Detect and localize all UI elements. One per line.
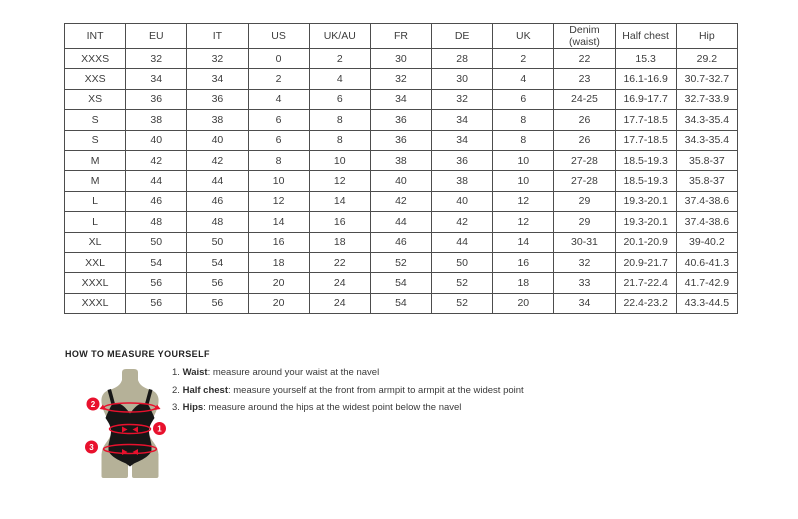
table-cell: 54 xyxy=(187,252,248,272)
table-cell: 16 xyxy=(309,212,370,232)
table-cell: 46 xyxy=(370,232,431,252)
table-cell: 40 xyxy=(126,130,187,150)
table-cell: 12 xyxy=(493,212,554,232)
table-cell: 34 xyxy=(432,130,493,150)
table-cell: 26 xyxy=(554,110,615,130)
table-cell: 40 xyxy=(370,171,431,191)
table-cell: 48 xyxy=(187,212,248,232)
table-cell: 8 xyxy=(493,130,554,150)
table-cell: 52 xyxy=(370,252,431,272)
table-cell: 29.2 xyxy=(676,49,737,69)
table-cell: 32 xyxy=(187,49,248,69)
table-cell: 36 xyxy=(126,89,187,109)
table-cell: 32 xyxy=(554,252,615,272)
table-cell: 19.3-20.1 xyxy=(615,191,676,211)
marker-1-waist xyxy=(153,422,166,435)
table-cell: 4 xyxy=(309,69,370,89)
table-cell: 17.7-18.5 xyxy=(615,130,676,150)
table-row xyxy=(65,69,738,89)
table-cell: 32 xyxy=(126,49,187,69)
table-cell: 34 xyxy=(554,293,615,313)
column-header: FR xyxy=(370,24,431,49)
table-cell: 38 xyxy=(370,150,431,170)
column-header: UK xyxy=(493,24,554,49)
table-cell: 8 xyxy=(309,110,370,130)
step-number: 3. xyxy=(172,402,180,413)
step-label: Half chest xyxy=(182,384,228,396)
table-cell: 27-28 xyxy=(554,171,615,191)
table-cell: 29 xyxy=(554,212,615,232)
table-cell: 18.5-19.3 xyxy=(615,150,676,170)
table-cell: 22 xyxy=(309,252,370,272)
table-cell: 20.9-21.7 xyxy=(615,252,676,272)
table-body xyxy=(65,49,738,314)
table-cell: 28 xyxy=(432,49,493,69)
table-cell: 52 xyxy=(432,293,493,313)
table-cell: 18.5-19.3 xyxy=(615,171,676,191)
table-cell: 37.4-38.6 xyxy=(676,191,737,211)
table-cell: 43.3-44.5 xyxy=(676,293,737,313)
table-cell: 34 xyxy=(370,89,431,109)
table-cell: 42 xyxy=(126,150,187,170)
table-cell: 14 xyxy=(248,212,309,232)
step-label: Waist xyxy=(182,367,208,378)
measure-step-hips xyxy=(172,399,524,417)
table-cell: XXS xyxy=(65,69,126,89)
table-cell: 40 xyxy=(432,191,493,211)
step-label: Hips xyxy=(182,402,204,413)
table-cell: 30-31 xyxy=(554,232,615,252)
table-cell: 56 xyxy=(187,273,248,293)
table-row xyxy=(65,293,738,313)
table-cell: XS xyxy=(65,89,126,109)
table-cell: 6 xyxy=(493,89,554,109)
table-cell: 44 xyxy=(432,232,493,252)
size-chart-table xyxy=(64,23,738,314)
table-cell: 33 xyxy=(554,273,615,293)
column-header: Hip xyxy=(676,24,737,49)
column-header: IT xyxy=(187,24,248,49)
table-cell: 56 xyxy=(187,293,248,313)
table-cell: 24 xyxy=(309,273,370,293)
table-cell: 6 xyxy=(248,110,309,130)
column-header: INT xyxy=(65,24,126,49)
step-text: : measure yourself at the front from armpit to armpit at the widest point xyxy=(227,384,524,396)
table-cell: 50 xyxy=(187,232,248,252)
column-header: EU xyxy=(126,24,187,49)
table-cell: 40 xyxy=(187,130,248,150)
svg-text:1: 1 xyxy=(157,424,162,434)
table-cell: 19.3-20.1 xyxy=(615,212,676,232)
table-cell: 10 xyxy=(248,171,309,191)
table-cell: 40.6-41.3 xyxy=(676,252,737,272)
step-text: : measure around the hips at the widest point below the navel xyxy=(203,402,462,413)
column-header: Denim (waist) xyxy=(554,24,615,49)
table-cell: 24 xyxy=(309,293,370,313)
table-cell: 52 xyxy=(432,273,493,293)
table-cell: 21.7-22.4 xyxy=(615,273,676,293)
table-row xyxy=(65,191,738,211)
table-cell: L xyxy=(65,191,126,211)
table-cell: 46 xyxy=(126,191,187,211)
table-cell: 2 xyxy=(493,49,554,69)
table-cell: 0 xyxy=(248,49,309,69)
table-header-row xyxy=(65,24,738,49)
table-cell: 20.1-20.9 xyxy=(615,232,676,252)
table-cell: 30 xyxy=(432,69,493,89)
column-header: UK/AU xyxy=(309,24,370,49)
table-row xyxy=(65,150,738,170)
table-row xyxy=(65,171,738,191)
table-cell: 6 xyxy=(248,130,309,150)
table-cell: 18 xyxy=(493,273,554,293)
column-header: Half chest xyxy=(615,24,676,49)
table-cell: S xyxy=(65,110,126,130)
table-cell: 30 xyxy=(370,49,431,69)
table-cell: 48 xyxy=(126,212,187,232)
table-cell: 32 xyxy=(370,69,431,89)
measurement-figure xyxy=(78,368,178,483)
table-cell: 38 xyxy=(432,171,493,191)
table-cell: M xyxy=(65,171,126,191)
table-cell: 10 xyxy=(309,150,370,170)
table-cell: 44 xyxy=(187,171,248,191)
table-cell: 27-28 xyxy=(554,150,615,170)
table-cell: 10 xyxy=(493,171,554,191)
svg-text:3: 3 xyxy=(89,443,94,452)
table-cell: M xyxy=(65,150,126,170)
table-cell: 39-40.2 xyxy=(676,232,737,252)
table-cell: 44 xyxy=(370,212,431,232)
table-cell: 16.1-16.9 xyxy=(615,69,676,89)
table-cell: 44 xyxy=(126,171,187,191)
table-cell: 2 xyxy=(248,69,309,89)
table-cell: 18 xyxy=(248,252,309,272)
table-cell: 34.3-35.4 xyxy=(676,130,737,150)
table-cell: 15.3 xyxy=(615,49,676,69)
table-cell: 30.7-32.7 xyxy=(676,69,737,89)
table-cell: L xyxy=(65,212,126,232)
table-cell: 8 xyxy=(248,150,309,170)
table-cell: 46 xyxy=(187,191,248,211)
table-cell: 8 xyxy=(309,130,370,150)
table-cell: 34 xyxy=(187,69,248,89)
marker-2-chest xyxy=(87,398,100,411)
table-cell: 12 xyxy=(493,191,554,211)
table-cell: 29 xyxy=(554,191,615,211)
table-cell: XXXS xyxy=(65,49,126,69)
marker-3-hips xyxy=(85,441,98,454)
table-cell: 32.7-33.9 xyxy=(676,89,737,109)
table-cell: XXL xyxy=(65,252,126,272)
table-cell: 22.4-23.2 xyxy=(615,293,676,313)
table-cell: 54 xyxy=(370,273,431,293)
table-cell: 14 xyxy=(493,232,554,252)
table-cell: XL xyxy=(65,232,126,252)
table-cell: 12 xyxy=(248,191,309,211)
svg-text:2: 2 xyxy=(90,400,96,409)
table-cell: 32 xyxy=(432,89,493,109)
table-cell: 37.4-38.6 xyxy=(676,212,737,232)
table-cell: 4 xyxy=(493,69,554,89)
table-cell: 20 xyxy=(248,293,309,313)
table-cell: 12 xyxy=(309,171,370,191)
table-cell: 42 xyxy=(187,150,248,170)
table-cell: 17.7-18.5 xyxy=(615,110,676,130)
table-cell: 36 xyxy=(370,130,431,150)
table-cell: XXXL xyxy=(65,293,126,313)
table-cell: XXXL xyxy=(65,273,126,293)
table-cell: 10 xyxy=(493,150,554,170)
table-cell: 20 xyxy=(493,293,554,313)
table-row xyxy=(65,49,738,69)
table-cell: 36 xyxy=(370,110,431,130)
table-cell: 50 xyxy=(126,232,187,252)
table-row xyxy=(65,89,738,109)
table-cell: S xyxy=(65,130,126,150)
table-cell: 24-25 xyxy=(554,89,615,109)
table-row xyxy=(65,252,738,272)
table-cell: 36 xyxy=(187,89,248,109)
table-row xyxy=(65,130,738,150)
table-cell: 20 xyxy=(248,273,309,293)
table-cell: 38 xyxy=(187,110,248,130)
table-cell: 56 xyxy=(126,293,187,313)
step-number: 1. xyxy=(172,367,180,378)
table-cell: 42 xyxy=(370,191,431,211)
table-cell: 22 xyxy=(554,49,615,69)
table-cell: 41.7-42.9 xyxy=(676,273,737,293)
table-cell: 34.3-35.4 xyxy=(676,110,737,130)
table-cell: 36 xyxy=(432,150,493,170)
table-cell: 34 xyxy=(432,110,493,130)
table-row xyxy=(65,212,738,232)
table-row xyxy=(65,110,738,130)
step-text: : measure around your waist at the navel xyxy=(207,367,380,378)
table-cell: 26 xyxy=(554,130,615,150)
table-cell: 8 xyxy=(493,110,554,130)
table-cell: 14 xyxy=(309,191,370,211)
step-number: 2. xyxy=(172,384,180,396)
column-header: US xyxy=(248,24,309,49)
table-cell: 2 xyxy=(309,49,370,69)
table-cell: 35.8-37 xyxy=(676,150,737,170)
table-cell: 4 xyxy=(248,89,309,109)
table-row xyxy=(65,273,738,293)
table-cell: 6 xyxy=(309,89,370,109)
mannequin-illustration xyxy=(85,369,166,478)
table-cell: 16 xyxy=(493,252,554,272)
table-row xyxy=(65,232,738,252)
table-cell: 35.8-37 xyxy=(676,171,737,191)
table-cell: 34 xyxy=(126,69,187,89)
table-cell: 50 xyxy=(432,252,493,272)
table-cell: 38 xyxy=(126,110,187,130)
table-header xyxy=(65,24,738,49)
table-cell: 16 xyxy=(248,232,309,252)
table-cell: 42 xyxy=(432,212,493,232)
measure-step-half-chest xyxy=(172,382,524,400)
table-cell: 54 xyxy=(126,252,187,272)
table-cell: 23 xyxy=(554,69,615,89)
table-cell: 16.9-17.7 xyxy=(615,89,676,109)
column-header: DE xyxy=(432,24,493,49)
table-cell: 54 xyxy=(370,293,431,313)
measure-section-heading: HOW TO MEASURE YOURSELF xyxy=(65,349,210,359)
measure-steps-list xyxy=(172,364,524,417)
measure-step-waist xyxy=(172,364,524,382)
table-cell: 56 xyxy=(126,273,187,293)
table-cell: 18 xyxy=(309,232,370,252)
